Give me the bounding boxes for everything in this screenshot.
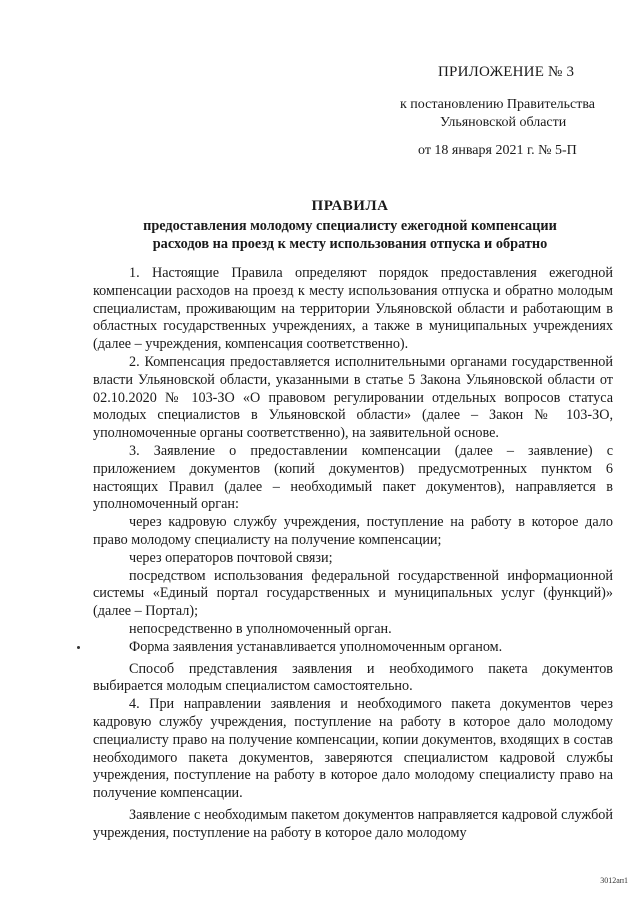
paragraph-3: 3. Заявление о предоставлении компенсации (далее – заявление) с приложением документов (копий документов) предусмотренных пунктом 6 настоящих Правил (далее – необходимый пакет документов), направляется в уполномоченный орган:	[93, 442, 613, 513]
paragraph-2: 2. Компенсация предоставляется исполнительными органами государственной власти Ульяновской области, указанными в статье 5 Закона Ульяновской области от 02.10.2020 № 103-ЗО «О правовом регулировании отдельных вопросов статуса молодых специалистов в Ульяновской области» (далее – Закон № 103-ЗО, уполномоченные органы соответственно), на заявительной основе.	[93, 353, 613, 442]
decree-reference-line1: к постановлению Правительства	[400, 97, 596, 112]
paragraph-form: Форма заявления устанавливается уполномоченным органом.	[129, 638, 503, 655]
paragraph-method: Способ представления заявления и необходимого пакета документов выбирается молодым специалистом самостоятельно.	[93, 660, 613, 695]
list-item-hr-service: через кадровую службу учреждения, поступление на работу в которое дало право молодому специалисту на получение компенсации;	[93, 514, 613, 548]
list-item-postal: через операторов почтовой связи;	[129, 549, 333, 566]
margin-mark	[77, 646, 80, 649]
paragraph-1: 1. Настоящие Правила определяют порядок предоставления ежегодной компенсации расходов на проезд к месту использования отпуска и обратно молодым специалистам, проживающим на территории Ульяновской области и работающим в областных государственных учреждениях, а также в муниципальных учреждениях (далее – учреждения, компенсация соответственно).	[93, 265, 613, 353]
list-item-direct: непосредственно в уполномоченный орган.	[129, 620, 392, 637]
paragraph-4: 4. При направлении заявления и необходимого пакета документов через кадровую службу учреждения, поступление на работу в которое дало молодому специалисту право на получение компенсации, копии документов, входящих в состав необходимого пакета документов, заверяются специалистом кадровой службы учреждения, поступление на работу в которое дало молодому специалисту право на получение компенсации.	[93, 696, 613, 802]
footer-code: 3012ап1	[600, 876, 628, 885]
appendix-title: ПРИЛОЖЕНИЕ № 3	[438, 64, 575, 80]
document-subtitle-line2: расходов на проезд к месту использования отпуска и обратно	[152, 236, 548, 252]
document-title: ПРАВИЛА	[311, 198, 389, 214]
paragraph-4-continued: Заявление с необходимым пакетом документов направляется кадровой службой учреждения, поступление на работу в которое дало молодому	[93, 806, 613, 841]
decree-date: от 18 января 2021 г. № 5-П	[418, 143, 577, 158]
decree-reference-line2: Ульяновской области	[440, 115, 567, 130]
list-item-portal: посредством использования федеральной государственной информационной системы «Единый портал государственных и муниципальных услуг (функций)» (далее – Портал);	[93, 567, 613, 620]
document-body	[93, 265, 613, 843]
document-subtitle-line1: предоставления молодому специалисту ежегодной компенсации	[143, 218, 557, 234]
